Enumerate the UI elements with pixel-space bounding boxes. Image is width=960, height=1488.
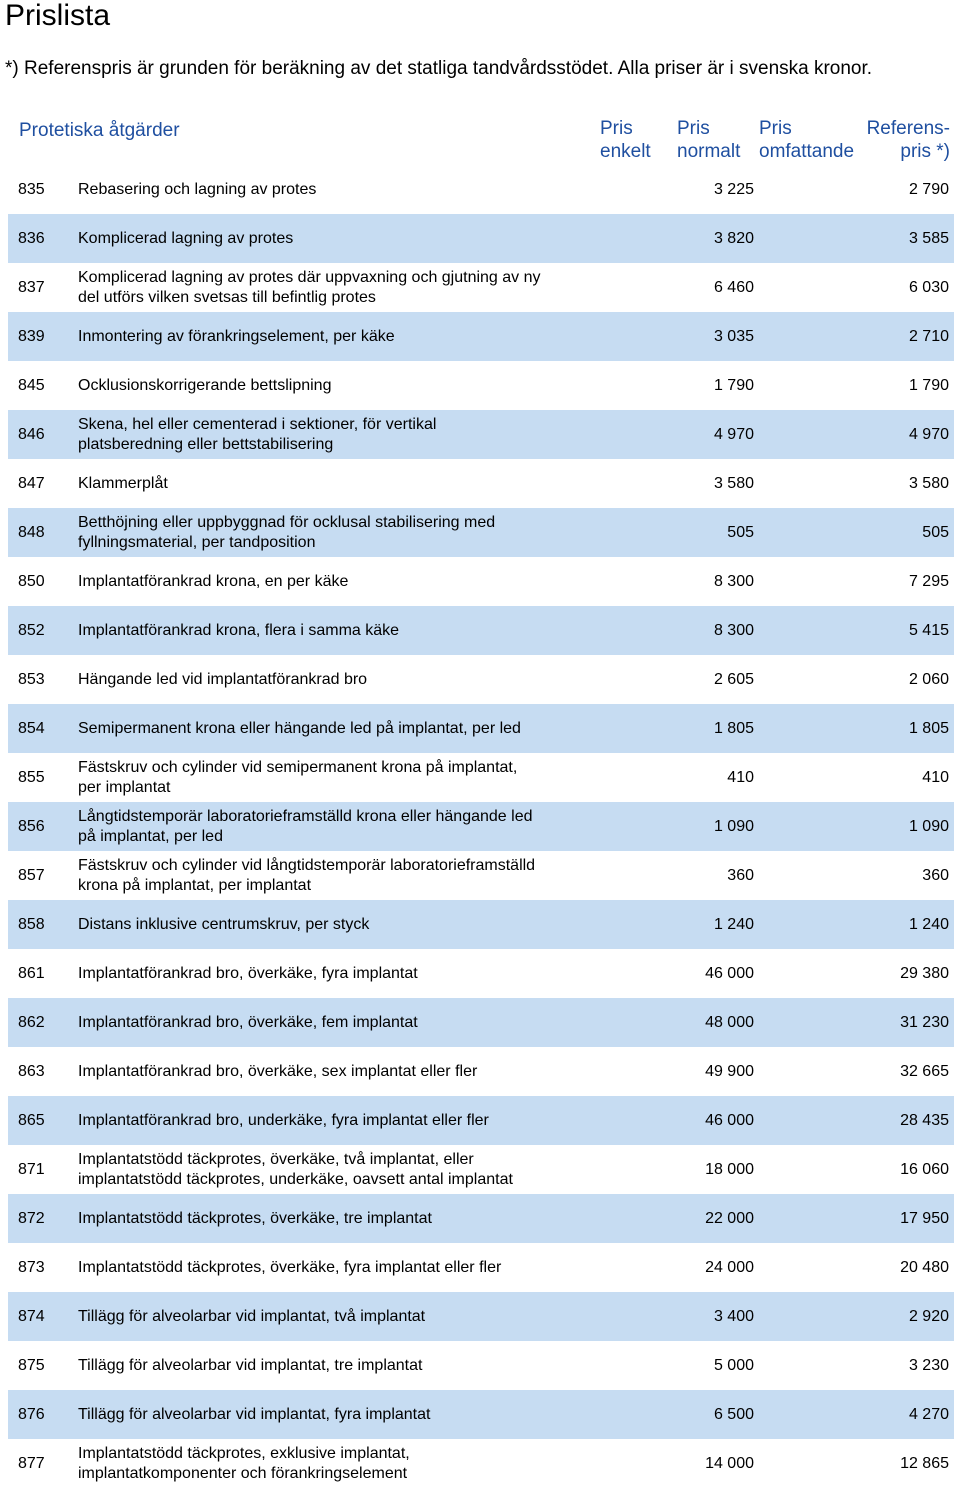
treatment-code: 855 [18,768,45,786]
treatment-code: 877 [18,1454,45,1472]
price-normal: 22 000 [705,1209,754,1227]
reference-price: 4 970 [908,425,949,443]
treatment-code: 846 [18,425,45,443]
reference-price: 505 [922,523,949,541]
reference-price: 2 790 [908,180,949,198]
treatment-code: 853 [18,670,45,688]
treatment-description [78,1145,598,1194]
treatment-description [78,1439,598,1488]
treatment-description [78,1341,598,1390]
description-line: per implantat [78,778,171,796]
price-normal: 6 500 [713,1405,754,1423]
reference-price: 3 230 [908,1356,949,1374]
description-line: Tillägg för alveolarbar vid implantat, två implantat [78,1307,426,1325]
price-normal: 3 580 [713,474,754,492]
description-line: Implantatförankrad bro, underkäke, fyra implantat eller fler [78,1111,489,1129]
table-row [8,802,954,851]
table-row [8,753,954,802]
description-line: Komplicerad lagning av protes där uppvaxning och gjutning av ny [78,268,541,286]
reference-price: 6 030 [908,278,949,296]
description-line: Implantatförankrad bro, överkäke, sex implantat eller fler [78,1062,478,1080]
reference-price: 31 230 [900,1013,949,1031]
price-normal: 49 900 [705,1062,754,1080]
treatment-description [78,1194,598,1243]
treatment-description [78,557,598,606]
treatment-code: 875 [18,1356,45,1374]
price-normal: 48 000 [705,1013,754,1031]
treatment-code: 857 [18,866,45,884]
price-normal: 1 805 [713,719,754,737]
description-line: implantatstödd täckprotes, underkäke, oavsett antal implantat [78,1170,513,1188]
treatment-description [78,655,598,704]
description-line: Implantatstödd täckprotes, överkäke, fyra implantat eller fler [78,1258,502,1276]
reference-price: 2 060 [908,670,949,688]
price-normal: 24 000 [705,1258,754,1276]
table-header [0,115,960,165]
treatment-code: 863 [18,1062,45,1080]
table-row [8,1145,954,1194]
column-header-pris-normalt: Pris normalt [677,118,741,162]
treatment-code: 856 [18,817,45,835]
treatment-code: 837 [18,278,45,296]
treatment-code: 858 [18,915,45,933]
price-normal: 1 790 [713,376,754,394]
reference-price: 3 585 [908,229,949,247]
price-normal: 360 [727,866,754,884]
description-line: Implantatförankrad krona, flera i samma käke [78,621,400,639]
treatment-description [78,508,598,557]
price-normal: 1 090 [713,817,754,835]
table-row [8,263,954,312]
reference-price: 28 435 [900,1111,949,1129]
table-row [8,361,954,410]
treatment-description [78,361,598,410]
table-row [8,851,954,900]
treatment-code: 872 [18,1209,45,1227]
description-line: Ocklusionskorrigerande bettslipning [78,376,332,394]
reference-price-note: *) Referenspris är grunden för beräkning av det statliga tandvårdsstödet. Alla priser är i svenska kronor. [5,58,873,79]
description-line: Långtidstemporär laboratorieframställd krona eller hängande led [78,807,533,825]
table-row [8,508,954,557]
reference-price: 360 [922,866,949,884]
treatment-description [78,704,598,753]
table-row [8,606,954,655]
description-line: Inmontering av förankringselement, per käke [78,327,395,345]
treatment-description [78,606,598,655]
treatment-code: 865 [18,1111,45,1129]
treatment-description [78,410,598,459]
table-row [8,459,954,508]
treatment-code: 854 [18,719,45,737]
column-header-pris-enkelt: Pris enkelt [600,118,651,162]
price-normal: 14 000 [705,1454,754,1472]
price-normal: 6 460 [713,278,754,296]
table-row [8,557,954,606]
description-line: Klammerplåt [78,474,168,492]
reference-price: 4 270 [908,1405,949,1423]
reference-price: 29 380 [900,964,949,982]
table-row [8,165,954,214]
price-normal: 410 [727,768,754,786]
treatment-code: 852 [18,621,45,639]
reference-price: 5 415 [908,621,949,639]
treatment-description [78,1096,598,1145]
treatment-description [78,312,598,361]
description-line: Betthöjning eller uppbyggnad för ocklusal stabilisering med [78,513,496,531]
table-row [8,998,954,1047]
treatment-description [78,949,598,998]
description-line: Tillägg för alveolarbar vid implantat, fyra implantat [78,1405,431,1423]
reference-price: 12 865 [900,1454,949,1472]
treatment-code: 871 [18,1160,45,1178]
reference-price: 17 950 [900,1209,949,1227]
table-row [8,410,954,459]
section-heading: Protetiska åtgärder [19,120,180,141]
reference-price: 16 060 [900,1160,949,1178]
price-normal: 2 605 [713,670,754,688]
reference-price: 3 580 [908,474,949,492]
treatment-code: 873 [18,1258,45,1276]
description-line: fyllningsmaterial, per tandposition [78,533,316,551]
description-line: Hängande led vid implantatförankrad bro [78,670,368,688]
description-line: del utförs vilken svetsas till befintlig protes [78,288,376,306]
treatment-description [78,753,598,802]
description-line: Semipermanent krona eller hängande led på implantat, per led [78,719,521,737]
treatment-code: 850 [18,572,45,590]
description-line: Skena, hel eller cementerad i sektioner, för vertikal [78,415,437,433]
treatment-description [78,1243,598,1292]
treatment-description [78,998,598,1047]
price-normal: 3 035 [713,327,754,345]
price-normal: 46 000 [705,964,754,982]
table-row [8,1096,954,1145]
description-line: Implantatstödd täckprotes, exklusive implantat, [78,1444,410,1462]
treatment-code: 839 [18,327,45,345]
reference-price: 7 295 [908,572,949,590]
treatment-description [78,459,598,508]
reference-price: 2 710 [908,327,949,345]
reference-price: 1 790 [908,376,949,394]
price-normal: 5 000 [713,1356,754,1374]
table-row [8,1194,954,1243]
price-normal: 3 400 [713,1307,754,1325]
treatment-code: 874 [18,1307,45,1325]
reference-price: 410 [922,768,949,786]
table-row [8,655,954,704]
description-line: Implantatförankrad bro, överkäke, fyra implantat [78,964,418,982]
table-row [8,1047,954,1096]
table-row [8,1341,954,1390]
treatment-description [78,214,598,263]
description-line: platsberedning eller bettstabilisering [78,435,334,453]
price-normal: 8 300 [713,621,754,639]
treatment-code: 847 [18,474,45,492]
table-row [8,949,954,998]
column-header-referenspris: Referens- pris *) [866,118,950,162]
price-normal: 3 225 [713,180,754,198]
description-line: Fästskruv och cylinder vid långtidstemporär laboratorieframställd [78,856,536,874]
description-line: på implantat, per led [78,827,223,845]
price-normal: 505 [727,523,754,541]
price-table [8,165,954,1488]
reference-price: 1 090 [908,817,949,835]
description-line: Tillägg för alveolarbar vid implantat, tre implantat [78,1356,423,1374]
table-row [8,1243,954,1292]
treatment-description [78,1047,598,1096]
reference-price: 2 920 [908,1307,949,1325]
reference-price: 1 240 [908,915,949,933]
treatment-code: 835 [18,180,45,198]
treatment-code: 861 [18,964,45,982]
treatment-description [78,851,598,900]
table-row [8,1390,954,1439]
treatment-description [78,1292,598,1341]
treatment-description [78,165,598,214]
table-row [8,214,954,263]
treatment-description [78,802,598,851]
price-normal: 4 970 [713,425,754,443]
treatment-code: 845 [18,376,45,394]
description-line: Distans inklusive centrumskruv, per styck [78,915,370,933]
treatment-code: 876 [18,1405,45,1423]
page-title: Prislista [5,0,111,32]
treatment-code: 862 [18,1013,45,1031]
description-line: Fästskruv och cylinder vid semipermanent krona på implantat, [78,758,518,776]
description-line: Implantatstödd täckprotes, överkäke, två implantat, eller [78,1150,474,1168]
treatment-code: 848 [18,523,45,541]
treatment-description [78,1390,598,1439]
table-row [8,704,954,753]
price-normal: 1 240 [713,915,754,933]
treatment-code: 836 [18,229,45,247]
description-line: Implantatförankrad bro, överkäke, fem implantat [78,1013,418,1031]
description-line: implantatkomponenter och förankringselement [78,1464,408,1482]
description-line: krona på implantat, per implantat [78,876,312,894]
price-normal: 8 300 [713,572,754,590]
column-header-pris-omfattande: Pris omfattande [759,118,855,162]
reference-price: 20 480 [900,1258,949,1276]
description-line: Implantatstödd täckprotes, överkäke, tre implantat [78,1209,432,1227]
description-line: Komplicerad lagning av protes [78,229,294,247]
reference-price: 32 665 [900,1062,949,1080]
description-line: Rebasering och lagning av protes [78,180,317,198]
price-normal: 3 820 [713,229,754,247]
treatment-description [78,900,598,949]
table-row [8,900,954,949]
treatment-description [78,263,598,312]
reference-price: 1 805 [908,719,949,737]
price-normal: 18 000 [705,1160,754,1178]
table-row [8,1292,954,1341]
description-line: Implantatförankrad krona, en per käke [78,572,349,590]
table-row [8,312,954,361]
table-row [8,1439,954,1488]
price-normal: 46 000 [705,1111,754,1129]
